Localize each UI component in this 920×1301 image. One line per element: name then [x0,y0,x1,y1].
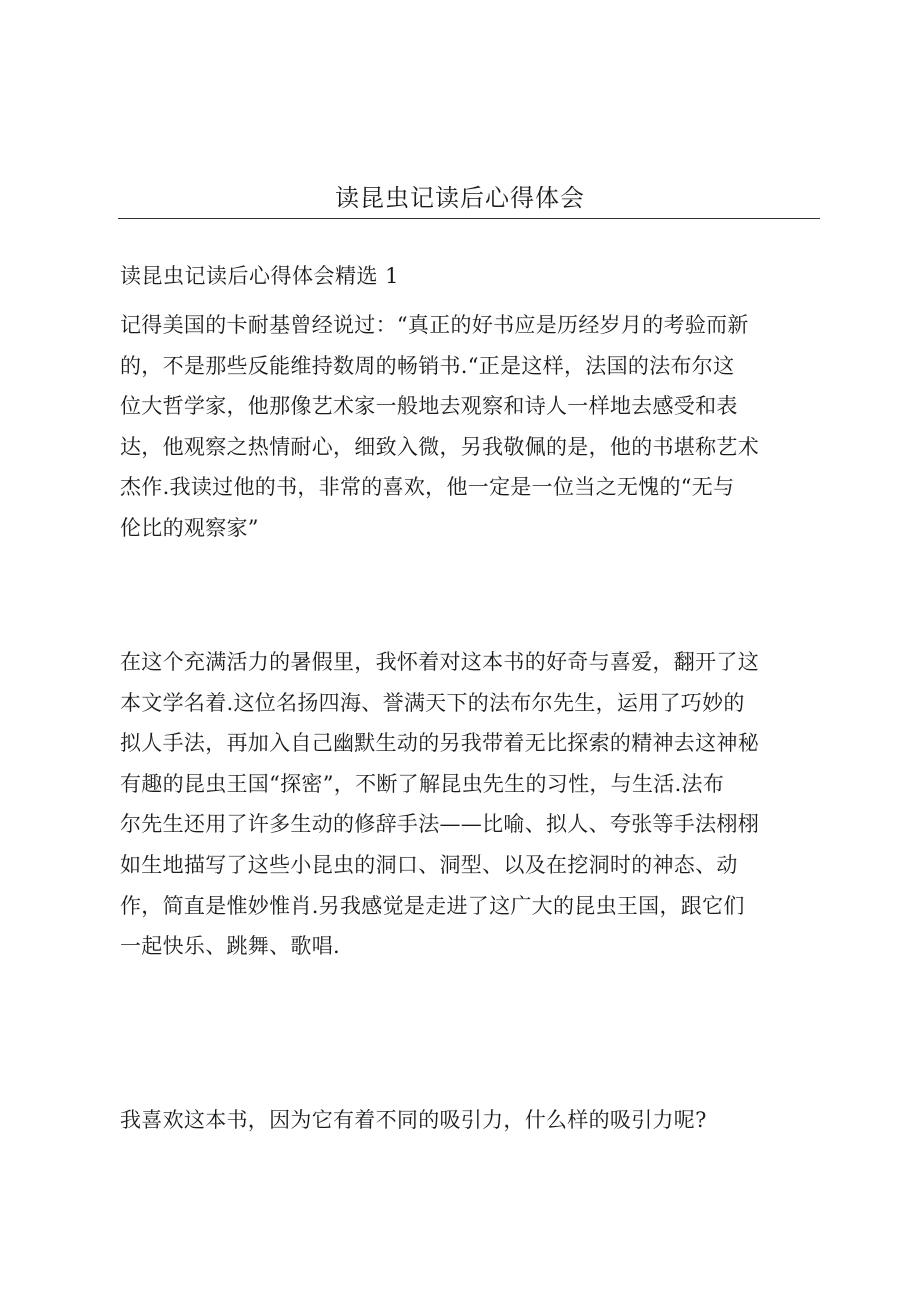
paragraph-line: 我喜欢这本书，因为它有着不同的吸引力，什么样的吸引力呢? [120,1108,707,1132]
paragraph-line: 达，他观察之热情耐心，细致入微，另我敬佩的是，他的书堪称艺术 [120,434,759,459]
paragraph-line: 本文学名着.这位名扬四海、誉满天下的法布尔先生，运用了巧妙的 [120,690,745,715]
paragraph-line: 在这个充满活力的暑假里，我怀着对这本书的好奇与喜爱，翻开了这 [120,650,759,674]
paragraph-line: 记得美国的卡耐基曾经说过：“真正的好书应是历经岁月的考验而新 [120,313,749,337]
paragraph-line: 如生地描写了这些小昆虫的洞口、洞型、以及在挖洞时的神态、动 [120,852,738,877]
paragraph-line: 杰作.我读过他的书，非常的喜欢，他一定是一位当之无愧的“无与 [120,475,735,500]
paragraph-line: 拟人手法，再加入自己幽默生动的另我带着无比探索的精神去这神秘 [120,731,759,756]
paragraph-line: 尔先生还用了许多生动的修辞手法——比喻、拟人、夸张等手法栩栩 [120,812,759,837]
paragraph-line: 的，不是那些反能维持数周的畅销书.“正是这样，法国的法布尔这 [120,353,735,378]
paragraph-line: 有趣的昆虫王国“探密”，不断了解昆虫先生的习性，与生活.法布 [120,771,725,796]
title-underline [118,218,820,219]
paragraph-line: 伦比的观察家” [120,515,259,540]
paragraph-line: 作，简直是惟妙惟肖.另我感觉是走进了这广大的昆虫王国，跟它们 [120,893,745,918]
paragraph-line: 一起快乐、跳舞、歌唱. [120,934,340,959]
paragraph-1 [120,305,820,549]
paragraph-3 [120,1100,820,1141]
paragraph-line: 位大哲学家，他那像艺术家一般地去观察和诗人一样地去感受和表 [120,394,738,419]
paragraph-2 [120,642,820,967]
section-heading: 读昆虫记读后心得体会精选 1 [120,264,400,288]
document-title: 读昆虫记读后心得体会 [335,184,585,212]
